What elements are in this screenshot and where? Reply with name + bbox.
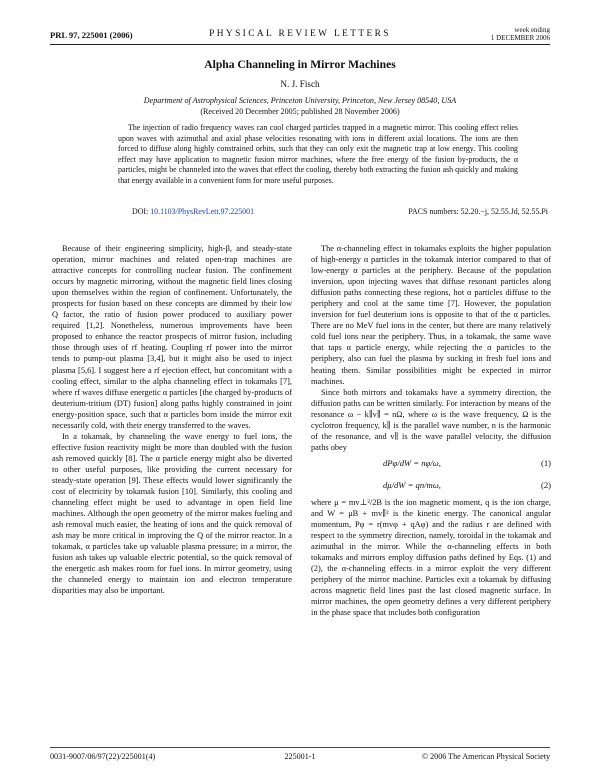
footer-rule [50,747,550,748]
doi-label: DOI: [132,207,149,216]
doi-line [132,207,254,216]
abstract: The injection of radio frequency waves can cool charged particles trapped in a magnetic mirror. This cooling effect relies upon waves with azimuthal and axial phase velocities resonating with ions in different axial locations. The ions are then forced to diffuse along highly constrained orbits, such that they can only exit the magnetic trap at low energy. This cooling effect may have application to magnetic fusion mirror machines, where the free energy of the fusion by-products, the α particles, might be channeled into the waves that effect the cooling, thereby both extracting the fusion ash quickly and making that energy available in a convenient form for more useful purposes. [118,123,518,185]
paper-title: Alpha Channeling in Mirror Machines [204,58,396,71]
equation-2-body: dμ/dW = qn/mω, [383,480,441,491]
body-paragraph: where μ = mv⊥²/2B is the ion magnetic moment, q is the ion charge, and W = μB + mv∥² is the kinetic energy. The canonical angular momentum, Pφ = r(mvφ + qAφ) and the radius r are defined with respect to the symmetry direction, namely, toroidal in the tokamak and azimuthal in the mirror. While the α-channeling effects in both tokamaks and mirrors employ diffusion paths defined by Eqs. (1) and (2), the α-channeling effects in a mirror exploit the very different periphery of the mirror machine. Particles exit a tokamak by diffusing across magnetic field lines past the last closed magnetic surface. In mirror machines, the open geometry defines a very different periphery in the phase space that includes both configuration [311,497,551,618]
equation-1-number: (1) [540,458,551,469]
issue-date [491,26,550,42]
body-paragraph: Because of their engineering simplicity, high-β, and steady-state operation, mirror machines and related open-trap machines are attractive concepts for controlling nuclear fusion. The confinement occurs by magnetic mirroring, without the magnetic field lines closing upon themselves within the region of confinement. Unfortunately, the prospects for fusion based on these concepts are dimmed by their low Q factor, the ratio of fusion power produced to auxiliary power required [1,2]. Nonetheless, numerous improvements have been proposed to enhance the reactor prospects of mirror fusion, including those through uses of rf heating. Coupling rf power into the mirror tends to pump-out plasma [3,4], but it might also be used to inject plasma [5,6]. I suggest here a rf ejection effect, but concomitant with a cooling effect, similar to the alpha channeling effect in tokamaks [7], where rf waves diffuse energetic α particles [the charged by-products of deuterium-tritium (DT) fusion] along paths highly constrained in joint energy-position space, such that α particles born inside the mirror exit necessarily cold, with their energy transferred to the waves. [52,244,292,430]
equation-2 [311,475,551,497]
body-paragraph: In a tokamak, by channeling the wave energy to fuel ions, the effective fusion reactivity might be more than doubled with the fusion ash removed quickly [8]. The α particle energy might also be diverted to other useful purposes, like providing the current necessary for steady-state operation [9]. These effects would lower significantly the cost of electricity by tokamak fusion [10]. Similarly, this cooling and channeling effect might be used to advantage in open field line machines. Although the open geometry of the mirror makes fueling and ash removal much easier, the heating of ions and the quick removal of ash may be more critical in improving the Q of the mirror reactor. In a tokamak, α particles take up valuable plasma pressure; in a mirror, the fusion ash takes up valuable electric potential, so the quick removal of the energetic ash makes room for fuel ions. In mirror geometry, using the channeled energy to maintain ion and electron temperature disparities may also be important. [52,431,292,596]
right-column [311,243,551,618]
left-column [52,243,292,597]
journal-name: PHYSICAL REVIEW LETTERS [209,29,391,39]
week-date: 1 DECEMBER 2006 [490,34,550,42]
header-rule [50,44,550,45]
journal-reference: PRL 97, 225001 (2006) [50,30,133,40]
page-number: 225001-1 [284,752,316,761]
equation-1-body: dPφ/dW = nφ/ω, [383,458,441,469]
body-paragraph: Since both mirrors and tokamaks have a symmetry direction, the diffusion paths can be written similarly. For interaction by means of the resonance ω − k∥v∥ = nΩ, where ω is the wave frequency, Ω is the cyclotron frequency, k∥ is the parallel wave number, n is the harmonic of the resonance, and v∥ is the wave parallel velocity, the diffusion paths obey [311,387,551,452]
pacs-numbers: PACS numbers: 52.20.−j, 52.55.Jd, 52.55.Pi [408,207,548,216]
doi-link[interactable]: 10.1103/PhysRevLett.97.225001 [150,207,255,216]
affiliation: Department of Astrophysical Sciences, Princeton University, Princeton, New Jersey 08540, USA [143,96,457,105]
author: N. J. Fisch [280,79,320,89]
copyright: © 2006 The American Physical Society [421,752,550,761]
received-date: (Received 20 December 2005; published 28 November 2006) [200,107,400,116]
week-label: week ending [514,26,550,34]
equation-2-number: (2) [540,480,551,491]
equation-1 [311,453,551,475]
body-paragraph: The α-channeling effect in tokamaks exploits the higher population of high-energy α particles in the tokamak interior compared to that of low-energy α particles at the periphery. Because of the population inversion, upon injecting waves that diffuse resonant particles along diffusion paths connecting these regions, hot α particles diffuse to the periphery and cool at the same time [7]. However, the population inversion for fuel deuterium ions is opposite to that of the α particles. There are no MeV fuel ions in the center, but there are many relatively cold fuel ions near the periphery. Thus, in a tokamak, the same wave that taps α particle energy, while rejecting the α particles to the periphery, also can fuel the plasma by sucking in fresh fuel ions and heating them. Similar possibilities might be expected in mirror machines. [311,244,551,386]
running-header [50,26,550,44]
footer-code: 0031-9007/06/97(22)/225001(4) [50,752,156,761]
